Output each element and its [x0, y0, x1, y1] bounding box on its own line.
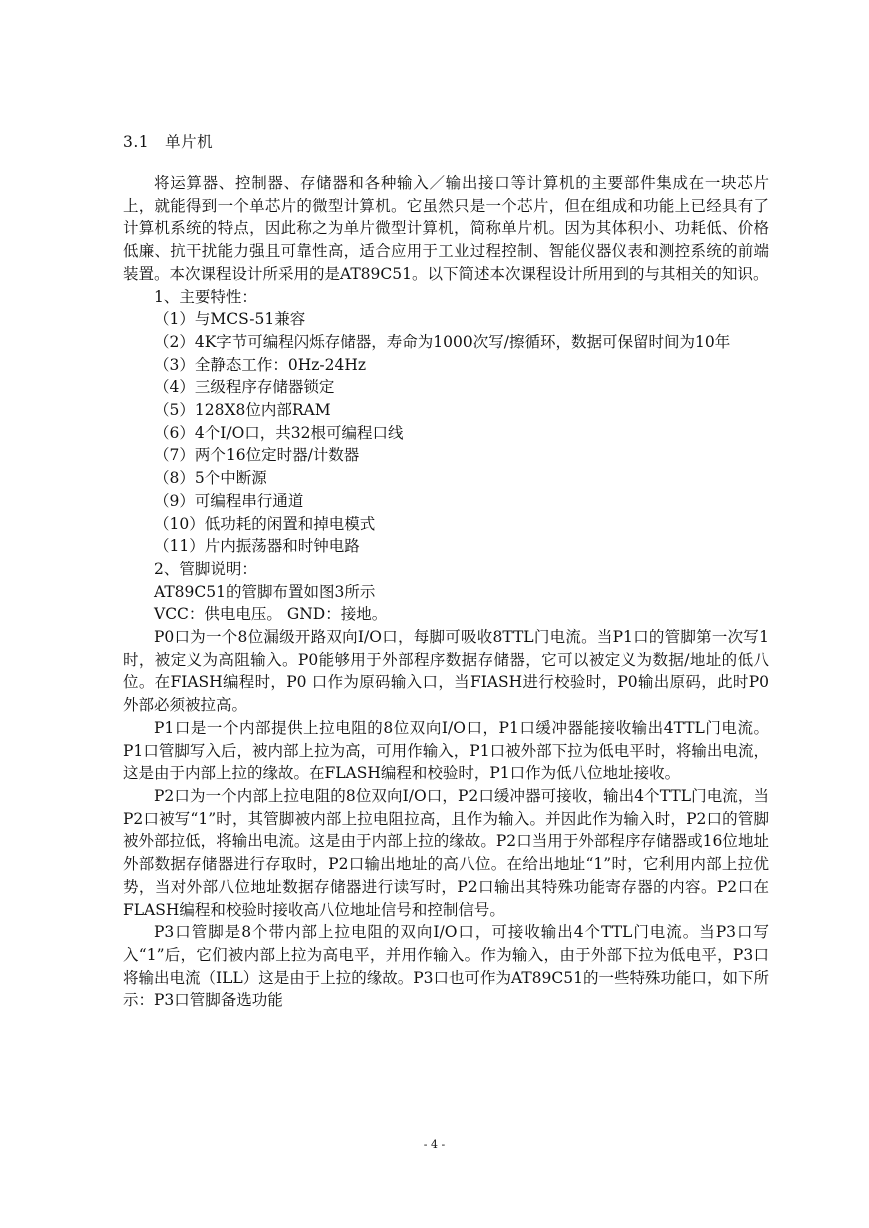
- intro-paragraph: 将运算器、控制器、存储器和各种输入／输出接口等计算机的主要部件集成在一块芯片上，就能得到一个单芯片的微型计算机。它虽然只是一个芯片，但在组成和功能上已经具有了计算机系统的特点，因此称之为单片微型计算机，简称单片机。因为其体积小、功耗低、价格低廉、抗干扰能力强且可靠性高，适合应用于工业过程控制、智能仪器仪表和测控系统的前端装置。本次课程设计所采用的是AT89C51。以下简述本次课程设计所用到的与其相关的知识。: [123, 174, 769, 283]
- feature-item: （1）与MCS-51兼容: [154, 310, 306, 329]
- feature-item: （10）低功耗的闲置和掉电模式: [154, 514, 376, 533]
- feature-item: （5）128X8位内部RAM: [154, 401, 331, 420]
- feature-item: （9）可编程串行通道: [154, 491, 304, 510]
- feature-item: （8）5个中断源: [154, 469, 267, 488]
- features-title: 1、主要特性：: [154, 287, 257, 306]
- feature-item: （11）片内振荡器和时钟电路: [154, 537, 360, 556]
- p3-paragraph: P3口管脚是8个带内部上拉电阻的双向I/O口，可接收输出4个TTL门电流。当P3口写入“1”后，它们被内部上拉为高电平，并用作输入。作为输入，由于外部下拉为低电平，P3口将输出电流（ILL）这是由于上拉的缘故。P3口也可作为AT89C51的一些特殊功能口，如下所示：P3口管脚备选功能: [123, 923, 769, 1010]
- pins-layout-text: AT89C51的管脚布置如图3所示: [154, 582, 376, 601]
- feature-item: （3）全静态工作：0Hz-24Hz: [154, 355, 367, 374]
- section-heading: 3.1 单片机: [123, 133, 214, 151]
- document-body: [123, 172, 769, 1012]
- page-number: - 4 -: [423, 1138, 446, 1151]
- feature-item: （6）4个I/O口，共32根可编程口线: [154, 423, 404, 442]
- feature-item: （7）两个16位定时器/计数器: [154, 446, 360, 465]
- p1-paragraph: P1口是一个内部提供上拉电阻的8位双向I/O口，P1口缓冲器能接收输出4TTL门电流。P1口管脚写入后，被内部上拉为高，可用作输入，P1口被外部下拉为低电平时，将输出电流，这是由于内部上拉的缘故。在FLASH编程和校验时，P1口作为低八位地址接收。: [123, 718, 769, 783]
- p2-paragraph: P2口为一个内部上拉电阻的8位双向I/O口，P2口缓冲器可接收，输出4个TTL门电流，当P2口被写“1”时，其管脚被内部上拉电阻拉高，且作为输入。并因此作为输入时，P2口的管脚被外部拉低，将输出电流。这是由于内部上拉的缘故。P2口当用于外部程序存储器或16位地址外部数据存储器进行存取时，P2口输出地址的高八位。在给出地址“1”时，它利用内部上拉优势，当对外部八位地址数据存储器进行读写时，P2口输出其特殊功能寄存器的内容。P2口在FLASH编程和校验时接收高八位地址信号和控制信号。: [123, 786, 769, 919]
- feature-item: （4）三级程序存储器锁定: [154, 378, 335, 397]
- power-pins-text: VCC：供电电压。 GND：接地。: [154, 605, 388, 624]
- p0-paragraph: P0口为一个8位漏级开路双向I/O口，每脚可吸收8TTL门电流。当P1口的管脚第一次写1时，被定义为高阻输入。P0能够用于外部程序数据存储器，它可以被定义为数据/地址的低八位。在FIASH编程时，P0 口作为原码输入口，当FIASH进行校验时，P0输出原码，此时P0外部必须被拉高。: [123, 628, 769, 715]
- feature-item: （2）4K字节可编程闪烁存储器，寿命为1000次写/擦循环，数据可保留时间为10年: [154, 332, 731, 351]
- pins-title: 2、管脚说明：: [154, 559, 257, 578]
